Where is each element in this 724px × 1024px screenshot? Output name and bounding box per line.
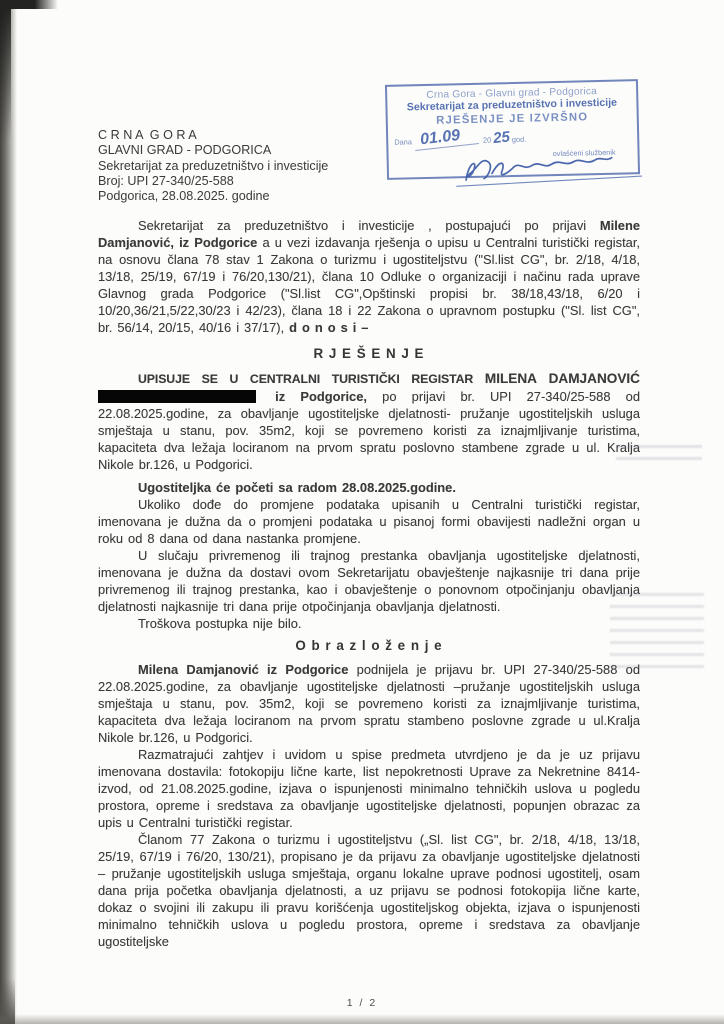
stamp-date-label: Dana bbox=[394, 137, 413, 147]
stamp-handwritten-date: 01.09 bbox=[413, 125, 479, 151]
intro-paragraph bbox=[98, 217, 640, 336]
rationale-law-paragraph: Članom 77 Zakona o turizmu i ugostiteljstvu („Sl. list CG", br. 2/18, 4/18, 13/18, 25/19, 67/19 i 76/20, 130/21), propisano je da prijavu za obavljanje ugostiteljske djelatnosti – pružanje ugostiteljskih usluga smještaja, organu lokalne uprave podnosi ugostitelj, osam dana prija početka obavljanja djelatnosti, a uz prijavu se podnosi fotokopija lične karte, dokaz o svojini ili zakupu ili pravu korišćenja ugostiteljskog objekta, izjava o ispunjenosti minimalno tehničkih uslova u pogledu prostora, opreme i sredstava za obavljanje ugostiteljske bbox=[98, 832, 640, 950]
start-date-paragraph: Ugostiteljka će početi sa radom 28.08.2025.godine. bbox=[138, 480, 456, 496]
stamp-year-suffix: god. bbox=[511, 134, 527, 145]
rationale-applicant-name: Milena Damjanović iz Podgorice bbox=[138, 662, 349, 678]
registered-person-name: MILENA DAMJANOVIĆ bbox=[484, 371, 640, 387]
letterhead-case-number: Broj: UPI 27-340/25-588 bbox=[98, 173, 234, 188]
letterhead bbox=[98, 128, 640, 204]
stamp-year-prefix: 20 bbox=[482, 135, 492, 145]
rationale-application-details: podnijela je prijavu br. UPI 27-340/25-588 od 22.08.2025.godine, za obavljanje ugostiteljske djelatnosti –pružanje ugostiteljskih usluga smještaja u stanu, pov. 35m2, koji se povremeno koristi za iznajmljivanje turistima, kapaciteta dva ležaja lociranom na prvom spratu stambeno poslovne zgrade u ul.Kralja Nikole br.126, u Podgorici. bbox=[98, 662, 641, 746]
data-change-paragraph: Ukoliko dođe do promjene podataka upisanih u Centralni turistički registar, imenovana je dužna da o promjeni podataka u pisanoj formi obavijesti nadležni organ u roku od 8 dana od dana nastanka promjene. bbox=[98, 497, 640, 547]
registration-paragraph bbox=[98, 370, 640, 473]
registration-origin: iz Podgorice, bbox=[260, 389, 367, 405]
registration-statement: UPISUJE SE U CENTRALNI TURISTIČKI REGISTAR bbox=[138, 372, 485, 387]
intro-text: Sekretarijat za preduzetništvo i investicije , postupajući po prijavi bbox=[138, 218, 600, 234]
scan-edge-bottom bbox=[0, 1014, 724, 1024]
rationale-heading: O b r a z l o ž e n j e bbox=[295, 638, 443, 654]
letterhead-city: GLAVNI GRAD - PODGORICA bbox=[98, 143, 272, 158]
stamp-org-line: Crna Gora - Glavni grad - Podgorica bbox=[426, 86, 598, 101]
stamp-department-line: Sekretarijat za preduzetništvo i investicije bbox=[406, 96, 618, 114]
scan-edge-top-left bbox=[0, 0, 58, 9]
rationale-application-paragraph bbox=[98, 661, 640, 746]
scan-edge-left bbox=[0, 0, 17, 1024]
letterhead-country: C R N A G O R A bbox=[98, 128, 197, 142]
letterhead-department: Sekretarijat za preduzetništvo i investicije bbox=[98, 158, 329, 173]
donosi-text: d o n o s i – bbox=[289, 320, 369, 336]
stamp-executive-line: RJEŠENJE JE IZVRŠNO bbox=[436, 111, 589, 127]
document-body bbox=[98, 128, 640, 950]
letterhead-place-date: Podgorica, 28.08.2025. godine bbox=[98, 189, 270, 204]
costs-paragraph: Troškova postupka nije bilo. bbox=[138, 616, 302, 632]
page2-bleedthrough-lower bbox=[610, 584, 704, 668]
stamp-official-label: ovlašćeni službenik bbox=[552, 147, 616, 159]
decision-heading: R J E Š E N J E bbox=[313, 346, 425, 362]
registration-details: po prijavi br. UPI 27-340/25-588 od 22.08.2025.godine, za obavljanje ugostiteljske djelatnosti- pružanje ugostiteljskih usluga smještaja u stanu, pov. 35m2, koji se povremeno koristi za iznajmljivanje turistima, kapaciteta dva ležaja lociranom na prvom spratu poslovno stambene zgrade u ul. Kralja Nikole br.126, u Podgorici. bbox=[98, 389, 640, 473]
page2-bleedthrough-upper bbox=[616, 436, 702, 460]
redaction-bar bbox=[98, 390, 256, 403]
cessation-paragraph: U slučaju privremenog ili trajnog prestanka obavljanja ugostiteljske djelatnosti, imenovana je dužna da dostavi ovom Sekretarijatu obavještenje najkasnije tri dana prije privremenog ili trajnog prestanka, kao i obavještenje o ponovnom otpočinjanju obavljanja djelatnosti najkasnije tri dana prije otpočinjanja obavljanja djelatnosti. bbox=[98, 548, 640, 615]
page-number: 1 / 2 bbox=[346, 997, 378, 1009]
stamp-handwritten-year: 25 bbox=[492, 128, 511, 148]
intro-legal-basis: a u vezi izdavanja rješenja o upisu u Centralni turistički registar, na osnovu člana 78 stav 1 Zakona o turizmu i ugostiteljstvu ("Sl.list CG", br. 2/18, 4/18, 13/18, 25/19, 67/19 i 76/20,130/21), člana 10 Odluke o organizaciji i načinu rada uprave Glavnog grada Podgorice ("Sl.list CG",Opštinski propisi br. 38/18,43/18, 6/20 i 10/20,36/21,5/22,30/23 i 42/23), člana 18 i 22 Zakona o upravnom postupku ("Sl. list CG", br. 56/14, 20/15, 40/16 i 37/17), bbox=[98, 235, 640, 336]
applicant-name: Milene Damjanović, iz Podgorice bbox=[98, 218, 640, 251]
rationale-evidence-paragraph: Razmatrajući zahtjev i uvidom u spise predmeta utvrdjeno je da je uz prijavu imenovana dostavila: fotokopiju lične karte, list nepokretnosti Uprave za Nekretnine 8414- izvod, od 21.08.2025.godine, izjava o ispunjenosti minimalno tehničkih uslova u pogledu prostora, opreme i sredstava za obavljanje ugostiteljske djelatnosti, popunjen obrazac za upis u Centralni turistički registar. bbox=[98, 747, 640, 831]
